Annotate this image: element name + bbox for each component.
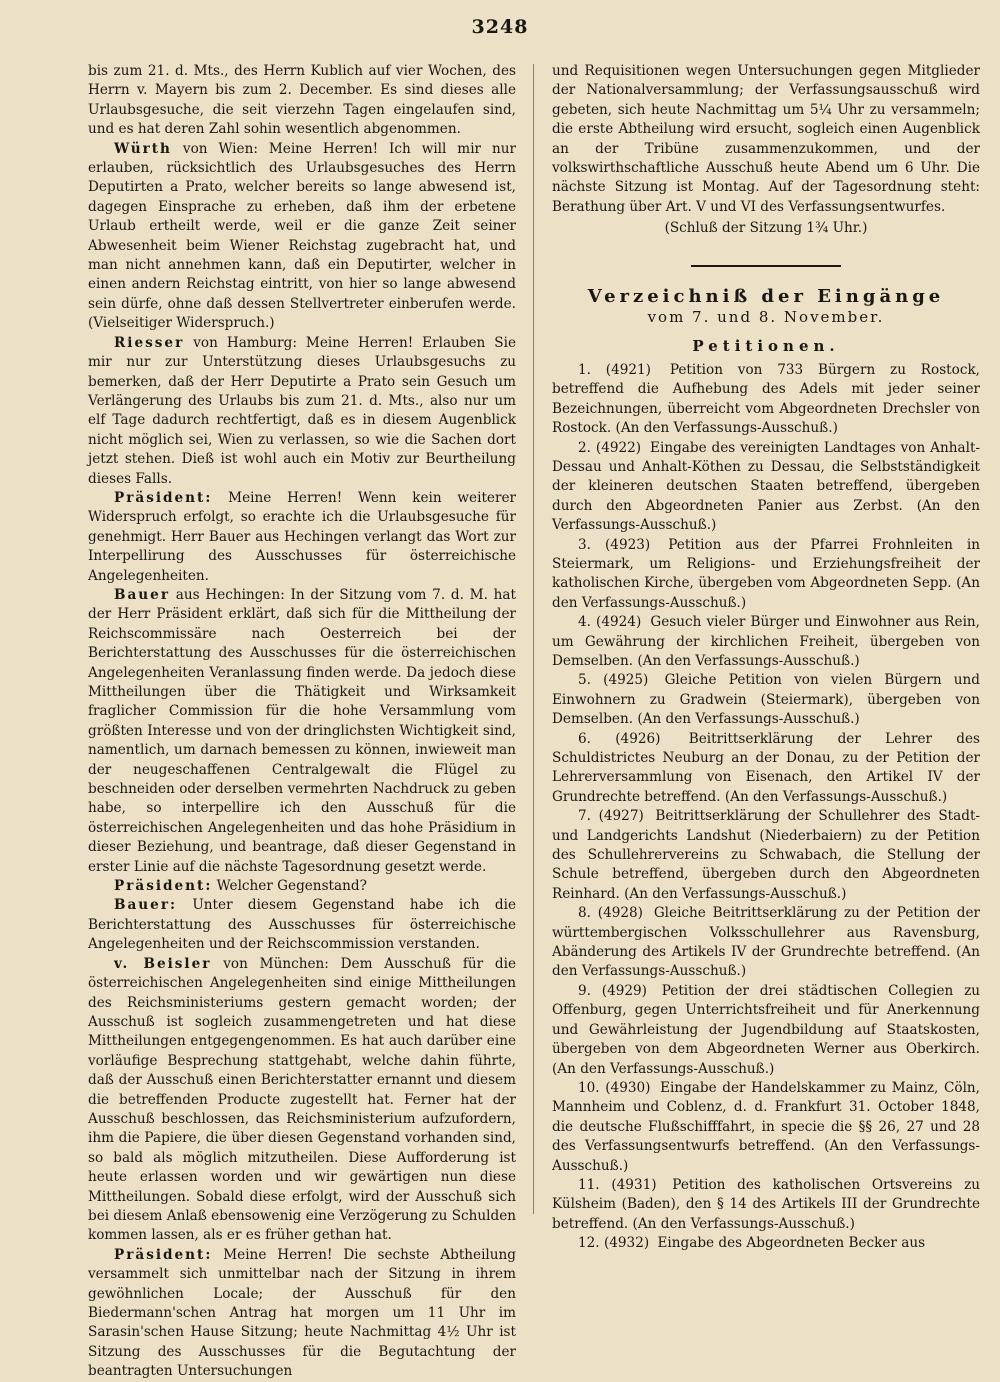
list-title: Verzeichniß der Eingänge [587,285,945,307]
list-item: 4. (4924) Gesuch vieler Bürger und Einwohner aus Rein, um Gewährung der kirchlichen Freiheit, übergeben von Demselben. (An den Verfassungs-Ausschuß.) [552,614,980,669]
speaker-name: Präsident: [114,878,213,895]
speaker-name: Riesser [114,334,185,351]
list-item: 11. (4931) Petition des katholischen Ortsvereins zu Külsheim (Baden), den § 14 des Artikels III der Grundrechte betreffend. (An den Verfassungs-Ausschuß.) [552,1176,980,1232]
left-column [88,62,516,1382]
section-separator [691,265,841,267]
right-column [552,62,980,1254]
speaker-name: Bauer [114,586,170,603]
list-item: 9. (4929) Petition der drei städtischen Collegien zu Offenburg, gegen Unterrichtsfreiheit und für Anerkennung und Gewährleistung der Jugendbildung auf Staatskosten, übergeben von dem Abgeordneten Werner aus Oberkirch. (An den Verfassungs-Ausschuß.) [552,982,980,1077]
speaker-name: v. Beisler [114,955,212,972]
speaker-name: Präsident: [114,1246,213,1263]
list-subtitle: vom 7. und 8. November. [647,308,885,327]
list-item: 7. (4927) Beitrittserklärung der Schullehrer des Stadt- und Landgerichts Landshut (Niederbaiern) zu der Petition des Schullehrervereins zu Schwabach, die Stellung der Schule betreffend, übergeben durch den Abgeordneten Reinhard. (An den Verfassungs-Ausschuß.) [552,808,980,902]
page-number: 3248 [471,16,529,38]
speech-paragraph: Riesser von Hamburg: Meine Herren! Erlauben Sie mir nur zur Unterstützung dieses Urlaubsgesuchs zu bemerken, daß der Herr Deputirte a Prato sein Gesuch um Verlängerung des Urlaubs bis zum 21. d. Mts., also nur um elf Tage dadurch rechtfertigt, daß es in diesem Augenblick nicht möglich sei, Wien zu verlassen, so wie die Sachen dort jetzt stehen. Dieß ist wohl auch ein Motiv zur Beurtheilung dieses Falls. [88,334,516,487]
speech-paragraph: Präsident: Meine Herren! Die sechste Abtheilung versammelt sich unmittelbar nach der Sitzung in ihrem gewöhnlichen Locale; der Ausschuß für den Biedermann'schen Antrag hat morgen um 11 Uhr im Sarasin'schen Hause Sitzung; heute Nachmittag 4½ Uhr ist Sitzung des Ausschusses für die Begutachtung der beantragten Untersuchungen [88,1246,516,1380]
paragraph: bis zum 21. d. Mts., des Herrn Kublich auf vier Wochen, des Herrn v. Mayern bis zum 2. December. Es sind dieses alle Urlaubsgesuche, die seit vierzehn Tagen eingelaufen sind, und es hat deren Zahl sohin wesentlich abgenommen. [88,63,516,138]
speech-paragraph: Präsident: Meine Herren! Wenn kein weiterer Widerspruch erfolgt, so erachte ich die Urlaubsgesuche für genehmigt. Herr Bauer aus Hechingen verlangt das Wort zur Interpellirung des Ausschusses für österreichische Angelegenheiten. [88,489,517,584]
column-divider [533,64,534,1214]
session-closing: (Schluß der Sitzung 1¾ Uhr.) [664,220,868,237]
speech-paragraph: Präsident: Welcher Gegenstand? [114,878,367,895]
speech-paragraph: Bauer aus Hechingen: In der Sitzung vom 7. d. M. hat der Herr Präsident erklärt, daß sich für die Mittheilung der Reichscommissäre nach Oesterreich bei der Berichterstattung des Ausschusses für die österreichischen Angelegenheiten Veranlassung finden werde. Da jedoch diese Mittheilungen über die Thätigkeit und Wirksamkeit fraglicher Commission für die hohe Versammlung vom größten Interesse und von der dringlichsten Wichtigkeit sind, namentlich, um darnach bemessen zu können, inwieweit man der neugeschaffenen Centralgewalt die Flügel zu beschneiden oder derselben vermehrten Nachdruck zu geben habe, so interpellire ich den Ausschuß für die österreichischen Angelegenheiten und das hohe Präsidium in dieser Beziehung, und beantrage, daß dieser Gegenstand in erster Linie auf die nächste Tagesordnung gesetzt werde. [88,586,516,875]
speech-paragraph: v. Beisler von München: Dem Ausschuß für die österreichischen Angelegenheiten sind einige Mittheilungen des Reichsministeriums gestern gemacht worden; der Ausschuß ist sogleich zusammengetreten und hat diese Mittheilungen entgegengenommen. Es hat auch darüber eine vorläufige Besprechung stattgehabt, welche dahin führte, daß der Ausschuß einen Berichterstatter ernannt und diesem die betreffenden Producte zugestellt hat. Ferner hat der Ausschuß beschlossen, das Reichsministerium aufzufordern, ihm die Papiere, die über diesen Gegenstand vorhanden sind, so bald als möglich mitzutheilen. Diese Aufforderung ist heute erlassen worden und wir gewärtigen nun diese Mittheilungen. Sobald diese erfolgt, wird der Ausschuß sich bei diesem Anlaß ebensowenig eine Verzögerung zu Schulden kommen lassen, als er es früher gethan hat. [88,955,516,1244]
speaker-name: Bauer: [114,897,178,914]
speaker-name: Präsident: [114,489,213,506]
speaker-name: Würth [114,140,172,157]
list-item: 1. (4921) Petition von 733 Bürgern zu Rostock, betreffend die Aufhebung des Adels mit jeder seiner Bezeichnungen, überreicht vom Abgeordneten Drechsler von Rostock. (An den Verfassungs-Ausschuß.) [552,361,981,437]
paragraph: und Requisitionen wegen Untersuchungen gegen Mitglieder der Nationalversammlung; der Verfassungsausschuß wird gebeten, sich heute Nachmittag um 5¼ Uhr zu versammeln; die erste Abtheilung wird ersucht, sogleich einen Augenblick an der Tribüne zusammenzukommen, und der volkswirthschaftliche Ausschuß heute Abend um 6 Uhr. Die nächste Sitzung ist Montag. Auf der Tagesordnung steht: Berathung über Art. V und VI des Verfassungsentwurfes. [552,63,980,215]
speech-paragraph: Würth von Wien: Meine Herren! Ich will mir nur erlauben, rücksichtlich des Urlaubsgesuches des Herrn Deputirten a Prato, welcher bereits so lange abwesend ist, dagegen Einsprache zu erheben, daß ihm der erbetene Urlaub ertheilt werde, weil er die ganze Zeit seiner Abwesenheit beim Wiener Reichstag zugebracht hat, und man nicht annehmen kann, daß ein Deputirter, welcher in einen andern Reichstag eintritt, von hier so lange abwesend sein dürfe, ohne daß dessen Stellvertreter einberufen werde. (Vielseitiger Widerspruch.) [88,140,516,332]
list-item: 6. (4926) Beitrittserklärung der Lehrer des Schuldistrictes Neuburg an der Donau, zu der Petition der Lehrerversammlung von Eisenach, den Artikel IV der Grundrechte betreffend. (An den Verfassungs-Ausschuß.) [552,730,980,805]
list-item: 5. (4925) Gleiche Petition von vielen Bürgern und Einwohnern zu Gradwein (Steiermark), übergeben von Demselben. (An den Verfassungs-Ausschuß.) [552,672,980,728]
list-item: 8. (4928) Gleiche Beitrittserklärung zu der Petition der württembergischen Volksschullehrer aus Ravensburg, Abänderung des Artikels IV der Grundrechte betreffend. (An den Verfassungs-Ausschuß.) [552,905,981,980]
list-item: 12. (4932) Eingabe des Abgeordneten Becker aus [578,1235,926,1252]
list-item: 2. (4922) Eingabe des vereinigten Landtages von Anhalt-Dessau und Anhalt-Köthen zu Dessau, die Selbstständigkeit der kleineren deutschen Staaten betreffend, übergeben durch den Abgeordneten Panier aus Zerbst. (An den Verfassungs-Ausschuß.) [552,439,981,534]
speech-paragraph: Bauer: Unter diesem Gegenstand habe ich die Berichterstattung des Ausschusses für österreichische Angelegenheiten und der Reichscommission verstanden. [88,897,516,953]
section-title: Petitionen. [692,337,840,356]
list-item: 3. (4923) Petition aus der Pfarrei Frohnleiten in Steiermark, um Religions- und Erziehungsfreiheit der katholischen Kirche, übergeben vom Abgeordneten Sepp. (An den Verfassungs-Ausschuß.) [552,536,980,611]
list-item: 10. (4930) Eingabe der Handelskammer zu Mainz, Cöln, Mannheim und Coblenz, d. d. Frankfurt 31. October 1848, die deutsche Flußschifffahrt, in specie die §§ 26, 27 und 28 des Verfassungsentwurfs betreffend. (An den Verfassungs-Ausschuß.) [552,1079,980,1174]
